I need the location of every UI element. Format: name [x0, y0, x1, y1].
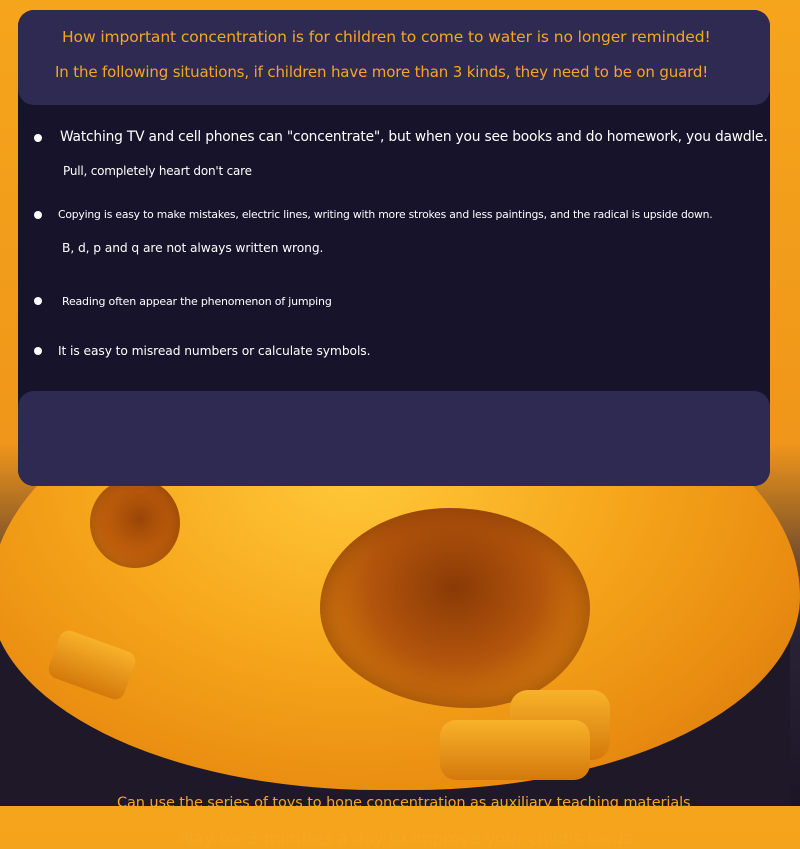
header-line-1: How important concentration is for children to come to water is no longer reminded! [62, 28, 711, 46]
header-band [18, 10, 770, 105]
list-item-1-sub: Pull, completely heart don't care [63, 164, 252, 178]
footer-line-1: Can use the series of toys to hone concentration as auxiliary teaching materials [117, 795, 691, 811]
bullet-dot [34, 134, 42, 142]
toy-hole-small [90, 478, 180, 568]
list-item-2: Copying is easy to make mistakes, electric lines, writing with more strokes and less paintings, and the radical is upside down. [58, 208, 713, 221]
footer-line-2: Play for 5 minutes a day to improve your child's focus. [179, 829, 638, 849]
footer-band [18, 391, 770, 849]
bullet-dot [34, 211, 42, 219]
bullet-dot [34, 297, 42, 305]
info-panel [18, 10, 770, 849]
list-item-1: Watching TV and cell phones can "concentrate", but when you see books and do homework, you dawdle. [60, 129, 768, 145]
list-item-4: It is easy to misread numbers or calculate symbols. [58, 344, 371, 358]
header-line-2: In the following situations, if children have more than 3 kinds, they need to be on guard! [55, 63, 709, 81]
bullet-dot [34, 347, 42, 355]
toy-peg-bottom [440, 720, 590, 780]
list-item-2-sub: B, d, p and q are not always written wrong. [62, 241, 324, 255]
list-item-3: Reading often appear the phenomenon of jumping [62, 295, 332, 308]
